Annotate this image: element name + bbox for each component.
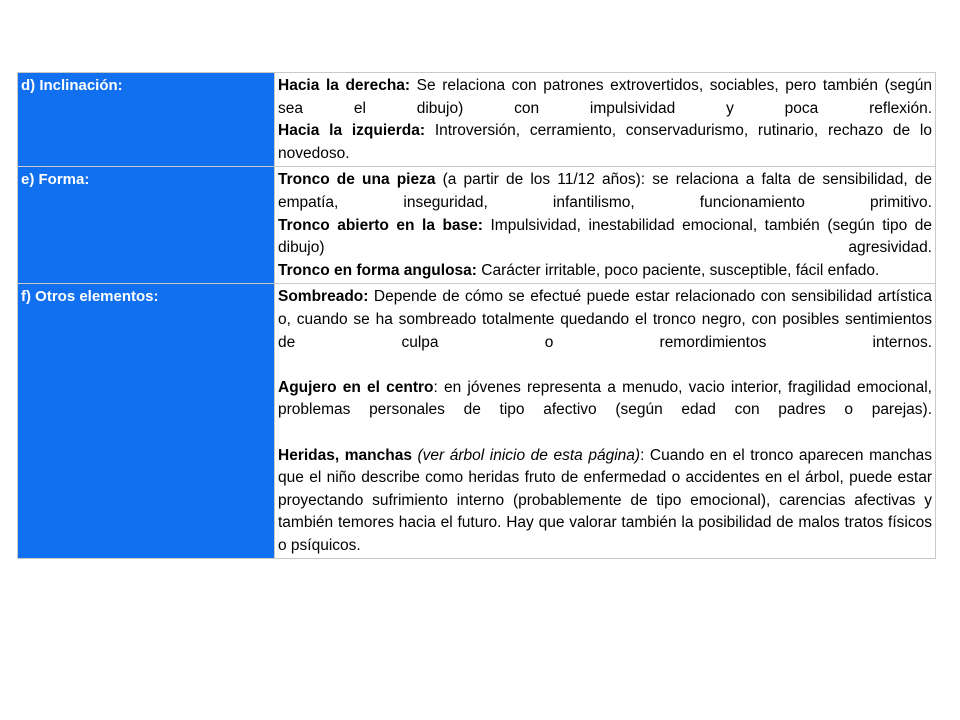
entry-agujero-centro	[278, 377, 932, 422]
row-label-otros-elementos: f) Otros elementos:	[18, 284, 275, 559]
table-row-inclinacion	[18, 73, 936, 167]
trunk-interpretation-table	[17, 72, 936, 559]
entry-tronco-abierto	[278, 215, 932, 260]
entry-note: (ver árbol inicio de esta página)	[411, 446, 641, 464]
row-content-inclinacion	[275, 73, 936, 167]
entry-hacia-la-izquierda	[278, 120, 932, 165]
paragraph-gap	[278, 422, 932, 445]
entry-hacia-la-derecha	[278, 75, 932, 120]
entry-text: Introversión, cerramiento, conservadurismo, rutinario, rechazo de lo novedoso.	[278, 122, 932, 162]
paragraph-gap	[278, 354, 932, 377]
row-content-forma	[275, 167, 936, 284]
entry-tronco-angulosa	[278, 260, 932, 283]
entry-text: Se relaciona con patrones extrovertidos, sociables, pero también (según sea el dibujo) con impulsividad y poca reflexión.	[278, 77, 933, 117]
entry-text: : en jóvenes representa a menudo, vacio interior, fragilidad emocional, problemas personales de tipo afectivo (según edad con padres o parejas).	[278, 378, 932, 419]
table-row-otros-elementos	[18, 284, 936, 559]
entry-text: Depende de cómo se efectué puede estar relacionado con sensibilidad artística o, cuando se ha sombreado totalmente quedando el tronco negro, con posibles sentimientos de culpa o remordimientos internos.	[278, 288, 932, 351]
entry-tronco-una-pieza	[278, 169, 932, 214]
entry-term: Heridas, manchas	[278, 446, 412, 464]
entry-text: (a partir de los 11/12 años): se relaciona a falta de sensibilidad, de empatía, inseguridad, infantilismo, funcionamiento primitivo.	[278, 171, 932, 211]
entry-term: Agujero en el centro	[278, 378, 434, 396]
entry-text: Impulsividad, inestabilidad emocional, también (según tipo de dibujo) agresividad.	[278, 216, 933, 257]
entry-text: : Cuando en el tronco aparecen manchas que el niño describe como heridas fruto de enfermedad o accidentes en el árbol, puede estar proyectando sufrimiento interno (probablemente de tipo emocional), carencias afectivas y también temores hacia el futuro. Hay que valorar también la posibilidad de malos tratos físicos o psíquicos.	[278, 446, 932, 554]
entry-text: Carácter irritable, poco paciente, susceptible, fácil enfado.	[476, 261, 880, 279]
entry-term: Tronco en forma angulosa:	[278, 261, 477, 279]
row-content-otros-elementos	[275, 284, 936, 559]
entry-term: Tronco de una pieza	[278, 171, 436, 189]
table-row-forma	[18, 167, 936, 284]
entry-term: Sombreado:	[278, 288, 369, 306]
entry-sombreado	[278, 286, 932, 354]
entry-term: Hacia la derecha:	[278, 77, 411, 94]
entry-term: Hacia la izquierda:	[278, 122, 426, 140]
row-label-forma: e) Forma:	[18, 167, 275, 284]
entry-heridas-manchas	[278, 445, 932, 558]
entry-term: Tronco abierto en la base:	[278, 216, 483, 234]
row-label-inclinacion: d) Inclinación:	[18, 73, 275, 167]
